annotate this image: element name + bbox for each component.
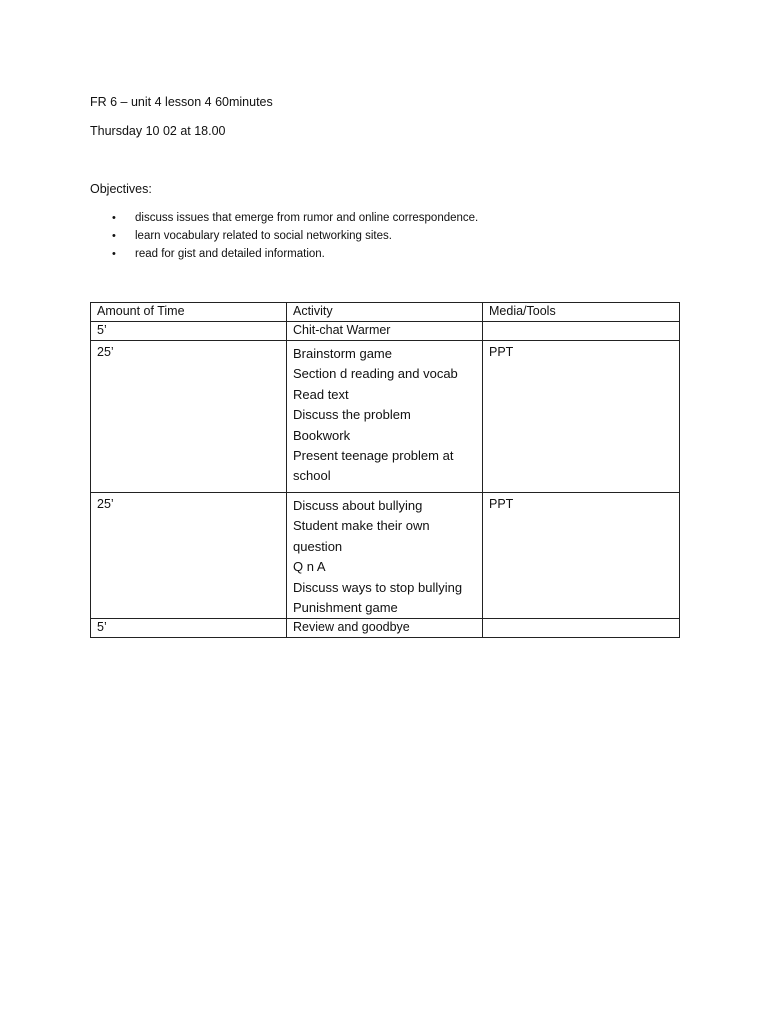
objectives-list [90,209,478,263]
objective-item [90,245,478,263]
activity-line: Q n A [293,559,326,575]
activity-line: Discuss the problem [293,407,411,423]
time-cell: 5’ [91,322,287,341]
activity-line: Punishment game [293,600,398,616]
media-cell [483,619,680,638]
activity-line: Section d reading and vocab [293,366,458,382]
time-cell: 25’ [91,493,287,619]
objective-text: read for gist and detailed information. [135,248,325,260]
objective-text: learn vocabulary related to social networking sites. [135,230,392,242]
objective-item [90,227,478,245]
objective-text: discuss issues that emerge from rumor and online correspondence. [135,212,479,224]
bullet-icon: • [112,212,116,224]
activity-line: Read text [293,386,349,402]
time-cell: 5’ [91,619,287,638]
table-row [91,341,680,493]
activity-line: Discuss about bullying [293,498,423,513]
objective-item [90,209,478,227]
media-cell [483,322,680,341]
activity-line: school [293,468,331,484]
bullet-icon: • [112,230,116,242]
lesson-date: Thursday 10 02 at 18.00 [90,124,226,138]
activity-line: Chit-chat Warmer [293,323,391,337]
activity-line: Brainstorm game [293,346,392,361]
activity-line: Discuss ways to stop bullying [293,579,463,595]
table-header-row [91,303,680,322]
activity-line: Present teenage problem at [293,448,454,464]
activity-line: Review and goodbye [293,620,410,635]
activity-cell [287,493,483,619]
header-amount-of-time: Amount of Time [91,303,287,322]
activity-cell [287,341,483,493]
objectives-heading: Objectives: [90,182,152,196]
media-cell: PPT [483,341,680,493]
table-row [91,493,680,619]
table-row [91,619,680,638]
lesson-plan-table [90,302,680,638]
lesson-title: FR 6 – unit 4 lesson 4 60minutes [90,95,273,109]
header-activity: Activity [287,303,483,322]
activity-line: Bookwork [293,427,351,443]
activity-line: Student make their own [293,518,430,534]
time-cell: 25’ [91,341,287,493]
activity-cell [287,619,483,638]
table-row [91,322,680,341]
activity-line: question [293,538,343,554]
media-cell: PPT [483,493,680,619]
bullet-icon: • [112,248,116,260]
activity-cell [287,322,483,341]
header-media-tools: Media/Tools [483,303,680,322]
